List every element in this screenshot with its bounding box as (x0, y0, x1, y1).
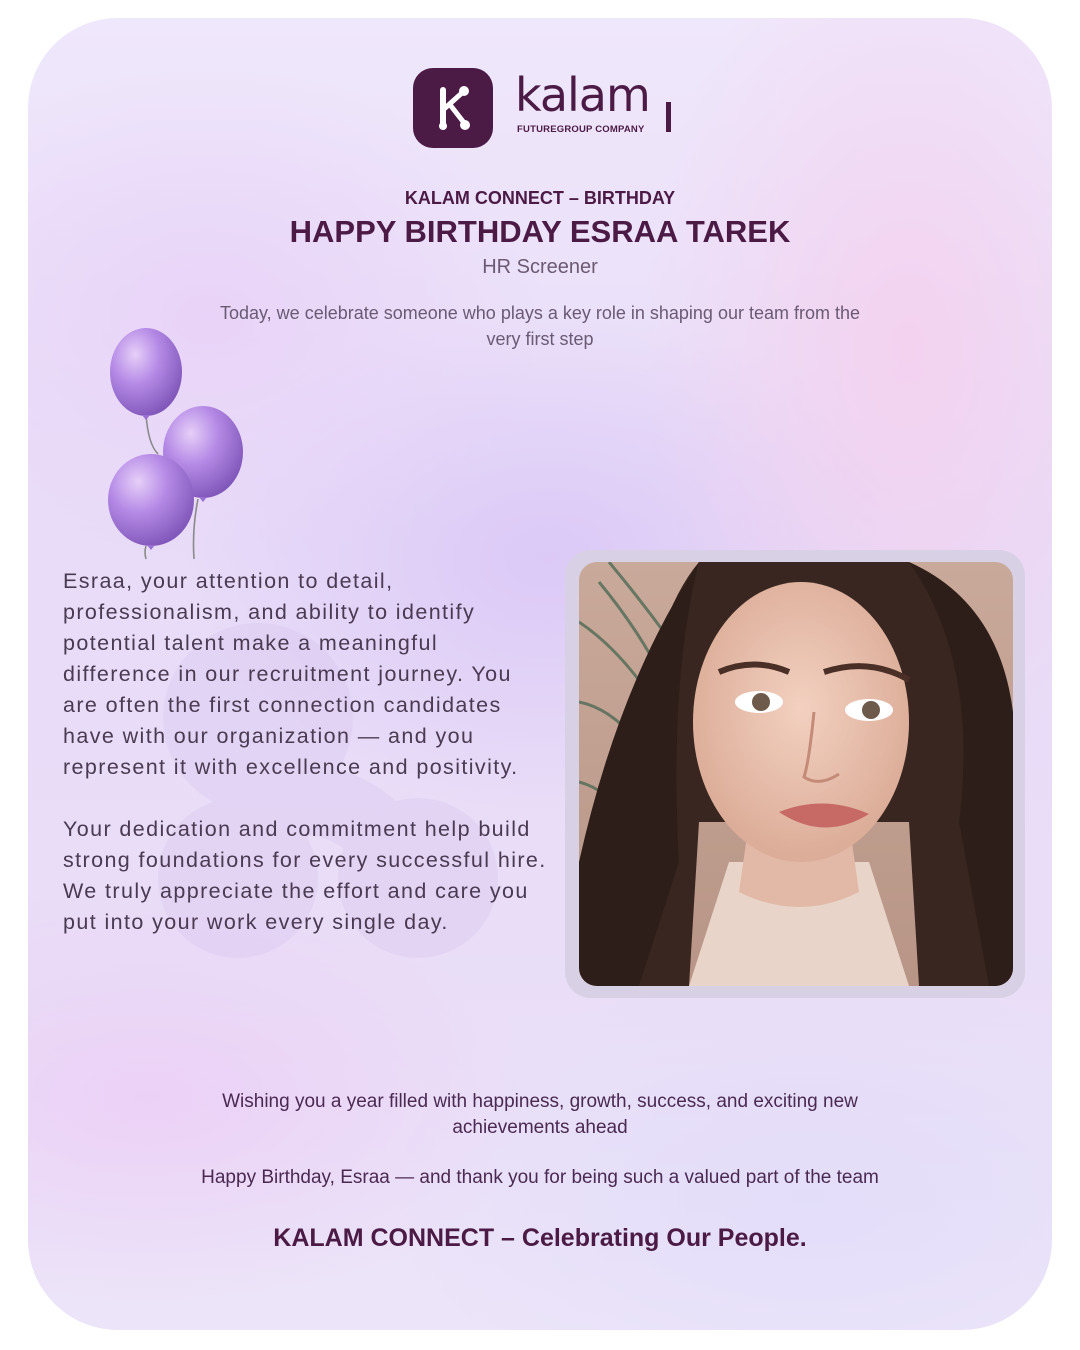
closing-thanks: Happy Birthday, Esraa — and thank you for being such a valued part of the team (201, 1167, 879, 1188)
portrait-photo (579, 562, 1013, 986)
kalam-logo-icon (413, 68, 493, 148)
eyebrow-label: KALAM CONNECT – BIRTHDAY (404, 188, 676, 208)
footer-tagline: KALAM CONNECT – Celebrating Our People. (273, 1224, 807, 1252)
kalam-logo (413, 68, 683, 148)
intro-text: Today, we celebrate someone who plays a key role in shaping our team from the very first step (219, 303, 860, 349)
logo-wordmark: kalam (515, 68, 650, 122)
birthday-card (28, 18, 1052, 1330)
closing-wish: Wishing you a year filled with happiness, growth, success, and exciting new achievements ahead (222, 1091, 858, 1138)
balloons-icon (74, 314, 254, 564)
message-paragraph-1: Esraa, your attention to detail, professionalism, and ability to identify potential talent make a meaningful difference in our recruitment journey. You are often the first connection candidates have with our organization — and you represent it with excellence and positivity. (63, 569, 519, 779)
photo-frame (565, 550, 1025, 998)
logo-tagline: FUTUREGROUP COMPANY (517, 124, 645, 135)
message-body (63, 566, 553, 969)
page-title: HAPPY BIRTHDAY ESRAA TAREK (289, 214, 791, 249)
job-title: HR Screener (482, 256, 598, 278)
message-paragraph-2: Your dedication and commitment help build strong foundations for every successful hire. We truly appreciate the effort and care you put into your work every single day. (63, 817, 547, 934)
logo-bar (666, 102, 671, 132)
